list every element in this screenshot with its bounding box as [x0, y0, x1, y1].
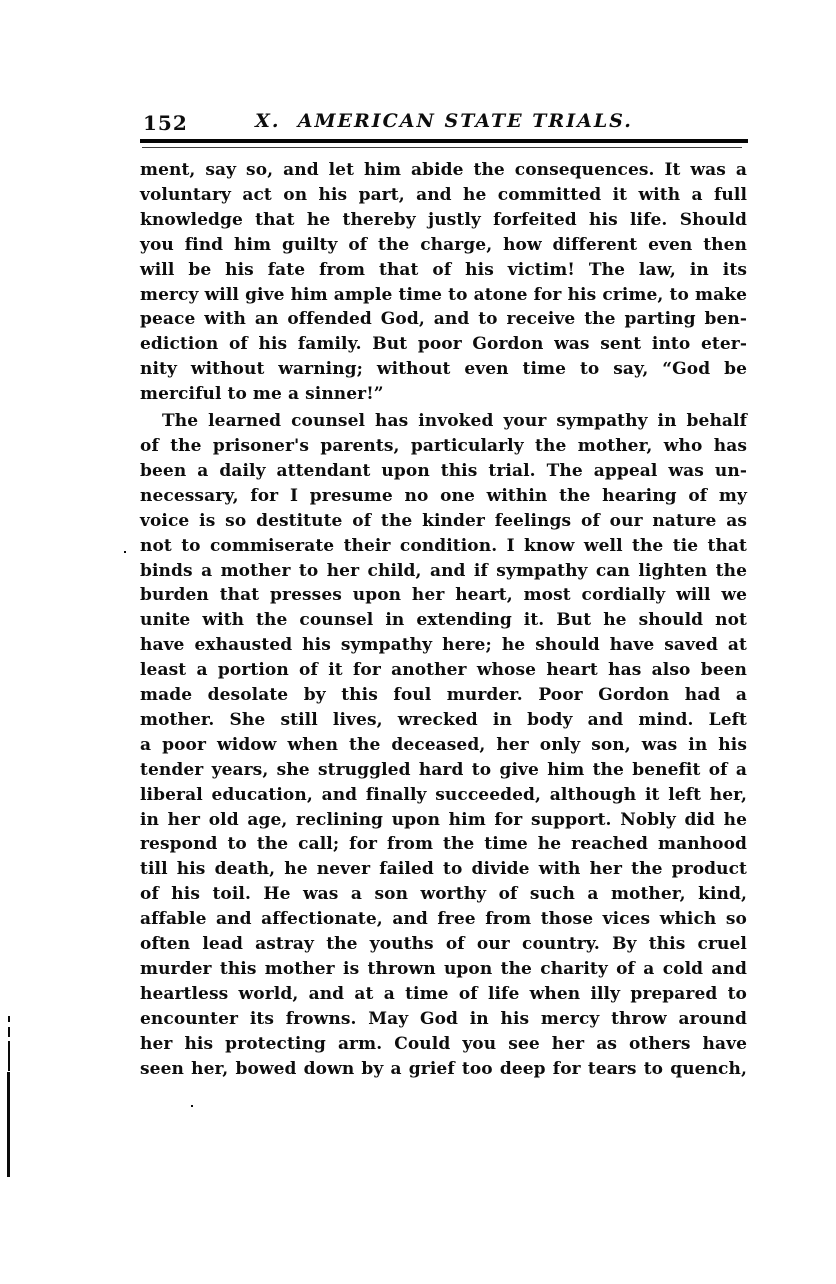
scan-artifact: [8, 1027, 10, 1037]
paragraph: [140, 158, 747, 407]
text-line: nity without warning; without even time to say, “God be: [140, 359, 747, 380]
text-line: voice is so destitute of the kinder feelings of our nature as: [140, 510, 747, 531]
text-line: affable and affectionate, and free from those vices which so: [140, 909, 747, 930]
text-line: made desolate by this foul murder. Poor Gordon had a: [140, 685, 747, 706]
text-line: been a daily attendant upon this trial. The appeal was un-: [140, 460, 747, 481]
text-line: seen her, bowed down by a grief too deep for tears to quench,: [140, 1058, 747, 1079]
text-line: in her old age, reclining upon him for support. Nobly did he: [140, 809, 747, 830]
scan-artifact: [8, 1016, 10, 1022]
text-line: you find him guilty of the charge, how different even then: [140, 234, 747, 255]
text-line: mother. She still lives, wrecked in body and mind. Left: [140, 709, 747, 730]
text-line: binds a mother to her child, and if sympathy can lighten the: [140, 560, 747, 581]
text-line: ment, say so, and let him abide the consequences. It was a: [140, 160, 747, 180]
text-line: tender years, she struggled hard to give him the benefit of a: [140, 759, 747, 780]
text-line: will be his fate from that of his victim! The law, in its: [140, 259, 747, 280]
text-line: respond to the call; for from the time he reached manhood: [140, 834, 747, 855]
page-body: [140, 158, 747, 1082]
text-line: least a portion of it for another whose heart has also been: [140, 660, 747, 681]
scan-artifact: [191, 1105, 193, 1107]
header-rule-thick: [140, 139, 748, 143]
text-line: burden that presses upon her heart, most cordially will we: [140, 585, 747, 606]
text-line: ediction of his family. But poor Gordon was sent into eter-: [140, 334, 747, 355]
text-line: her his protecting arm. Could you see her as others have: [140, 1033, 747, 1054]
page-header: [140, 109, 748, 137]
text-line: knowledge that he thereby justly forfeited his life. Should: [140, 209, 747, 230]
running-title: X. AMERICAN STATE TRIALS.: [255, 110, 633, 132]
paragraph: [140, 409, 747, 1081]
text-line: encounter its frowns. May God in his mercy throw around: [140, 1008, 747, 1029]
text-line: often lead astray the youths of our country. By this cruel: [140, 934, 747, 955]
header-rule-thin: [142, 147, 742, 148]
text-line: unite with the counsel in extending it. But he should not: [140, 610, 747, 631]
text-line: merciful to me a sinner!”: [140, 384, 384, 405]
text-line: not to commiserate their condition. I know well the tie that: [140, 535, 747, 556]
text-line: murder this mother is thrown upon the charity of a cold and: [140, 959, 747, 979]
scan-artifact: [8, 1041, 10, 1071]
text-line: till his death, he never failed to divide with her the product: [140, 859, 747, 880]
text-line: have exhausted his sympathy here; he should have saved at: [140, 635, 747, 656]
text-line: of his toil. He was a son worthy of such a mother, kind,: [140, 884, 747, 905]
page-number: 152: [143, 111, 188, 135]
scan-artifact: [124, 551, 126, 553]
text-line: liberal education, and finally succeeded, although it left her,: [140, 784, 747, 805]
text-line: a poor widow when the deceased, her only son, was in his: [140, 734, 747, 755]
text-line: of the prisoner's parents, particularly the mother, who has: [140, 435, 747, 456]
text-line: mercy will give him ample time to atone for his crime, to make: [140, 284, 747, 305]
text-line: voluntary act on his part, and he committed it with a full: [140, 184, 747, 205]
text-line: heartless world, and at a time of life when illy prepared to: [140, 983, 747, 1004]
scan-artifact: [7, 1072, 10, 1177]
text-line: The learned counsel has invoked your sympathy in behalf: [162, 411, 747, 432]
text-line: necessary, for I presume no one within the hearing of my: [140, 485, 747, 506]
text-line: peace with an offended God, and to receive the parting ben-: [140, 309, 747, 330]
